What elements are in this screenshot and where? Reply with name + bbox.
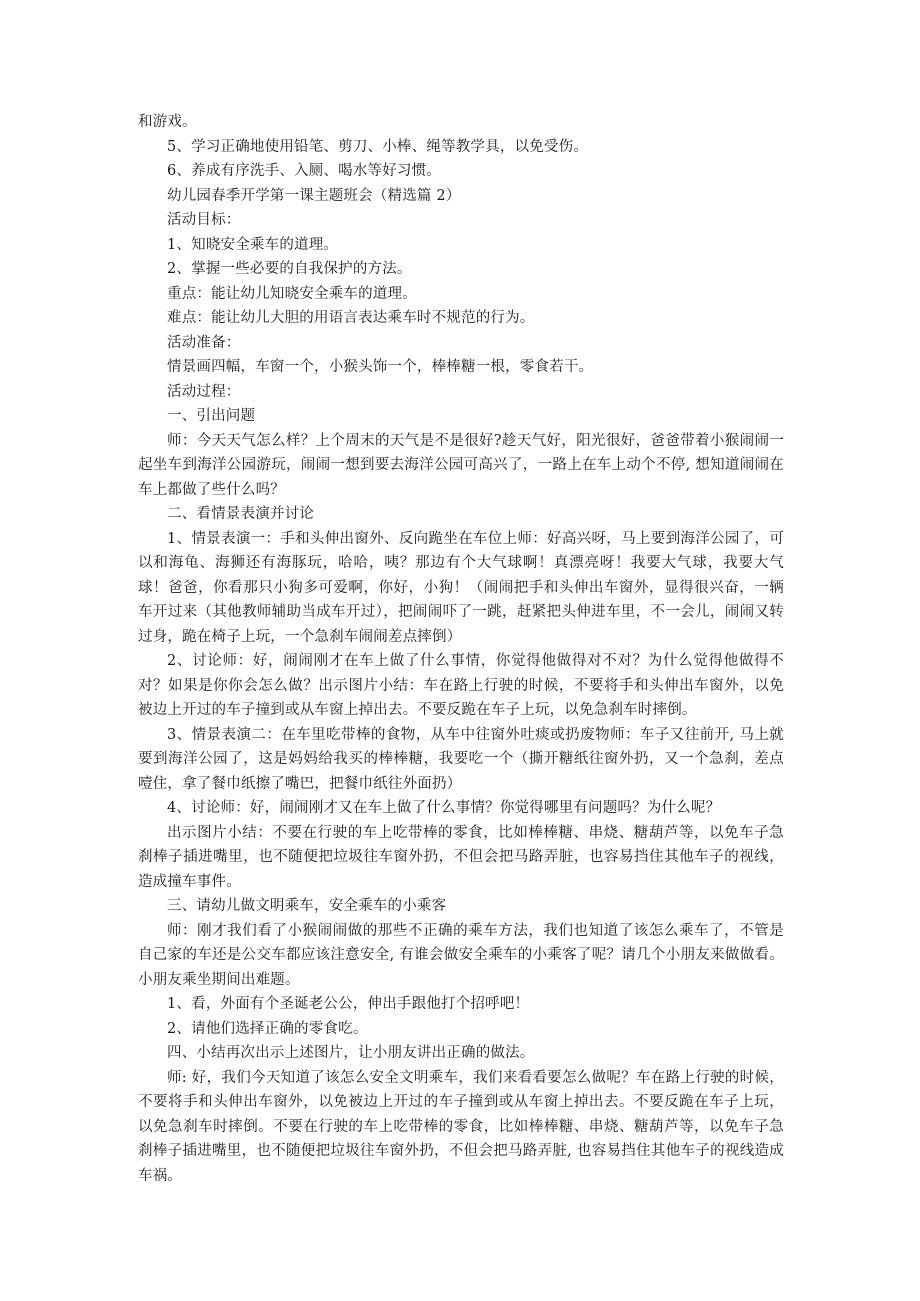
paragraph: 一、引出问题 (167, 408, 256, 424)
paragraph: 3、情景表演二：在车里吃带棒的食物，从车中往窗外吐痰或扔废物师：车子又往前开, 马上就要到海洋公园了，这是妈妈给我买的棒棒糖，我要吃一个（撕开糖纸往窗外扔，又一个急刹，差点噎住，拿了餐巾纸擦了嘴巴，把餐巾纸往外面扔） (138, 726, 784, 792)
paragraph: 1、知晓安全乘车的道理。 (167, 236, 339, 253)
paragraph: 情景画四幅，车窗一个，小猴头饰一个，棒棒糖一根，零食若干。 (167, 359, 594, 375)
paragraph: 4、讨论师：好，闹闹刚才又在车上做了什么事情？你觉得哪里有问题吗？为什么呢？ (167, 800, 721, 816)
paragraph: 活动准备： (167, 334, 241, 351)
paragraph: 2、讨论师：好，闹闹刚才在车上做了什么事情，你觉得他做得对不对？为什么觉得他做得不对？如果是你你会怎么做？出示图片小结：车在路上行驶的时候，不要将手和头伸出车窗外，以免被边上开过的车子撞到或从车窗上掉出去。不要反跪在车子上玩，以免急刹车时摔倒。 (138, 653, 784, 718)
paragraph: 5、学习正确地使用铅笔、剪刀、小棒、绳等教学具，以免受伤。 (167, 138, 589, 155)
paragraph: 师：刚才我们看了小猴闹闹做的那些不正确的乘车方法，我们也知道了该怎么乘车了，不管是自己家的车还是公交车都应该注意安全, 有谁会做安全乘车的小乘客了呢？请几个小朋友来做做看。小朋友乘坐期间出难题。 (138, 922, 784, 988)
paragraph: 四、小结再次出示上述图片，让小朋友讲出正确的做法。 (167, 1045, 535, 1061)
paragraph: 和游戏。 (138, 114, 197, 130)
paragraph: 三、请幼儿做文明乘车，安全乘车的小乘客 (167, 898, 447, 914)
paragraph: 活动过程： (167, 383, 241, 400)
paragraph: 1、情景表演一：手和头伸出窗外、反向跪坐在车位上师：好高兴呀，马上要到海洋公园了，可以和海龟、海狮还有海豚玩，哈哈，咦？那边有个大气球啊！真漂亮呀！我要大气球，我要大气球！爸爸，你看那只小狗多可爱啊，你好，小狗！（闹闹把手和头伸出车窗外，显得很兴奋，一辆车开过来（其他教师辅助当成车开过），把闹闹吓了一跳，赶紧把头伸进车里，不一会儿，闹闹又转过身，跪在椅子上玩，一个急刹车闹闹差点摔倒） (138, 530, 784, 645)
paragraph: 2、掌握一些必要的自我保护的方法。 (167, 261, 412, 277)
document-body (138, 110, 784, 1188)
paragraph: 6、养成有序洗手、入厕、喝水等好习惯。 (167, 163, 442, 179)
paragraph: 1、看，外面有个圣诞老公公，伸出手跟他打个招呼吧！ (167, 996, 530, 1012)
paragraph: 重点：能让幼儿知晓安全乘车的道理。 (167, 285, 417, 302)
paragraph: 出示图片小结：不要在行驶的车上吃带棒的零食，比如棒棒糖、串烧、糖葫芦等，以免车子急刹棒子插进嘴里，也不随便把垃圾往车窗外扔，不但会把马路弄脏，也容易挡住其他车子的视线，造成撞车事件。 (138, 824, 784, 890)
paragraph: 2、请他们选择正确的零食吃。 (167, 1020, 368, 1037)
paragraph: 活动目标： (167, 212, 241, 228)
paragraph: 二、看情景表演并讨论 (167, 506, 314, 522)
paragraph: 难点：能让幼儿大胆的用语言表达乘车时不规范的行为。 (167, 310, 535, 326)
section-title: 幼儿园春季开学第一课主题班会（精选篇 2） (167, 187, 461, 204)
paragraph: 师: 好，我们今天知道了该怎么安全文明乘车，我们来看看要怎么做呢？车在路上行驶的时候，不要将手和头伸出车窗外，以免被边上开过的车子撞到或从车窗上掉出去。不要反跪在车子上玩，以免急刹车时摔倒。不要在行驶的车上吃带棒的零食，比如棒棒糖、串烧、糖葫芦等，以免车子急刹棒子插进嘴里，也不随便把垃圾往车窗外扔，不但会把马路弄脏, 也容易挡住其他车子的视线造成车祸。 (138, 1069, 784, 1184)
paragraph: 师：今天天气怎么样？上个周末的天气是不是很好?趁天气好，阳光很好，爸爸带着小猴闹闹一起坐车到海洋公园游玩，闹闹一想到要去海洋公园可高兴了，一路上在车上动个不停, 想知道闹闹在车上都做了些什么吗？ (138, 432, 784, 498)
